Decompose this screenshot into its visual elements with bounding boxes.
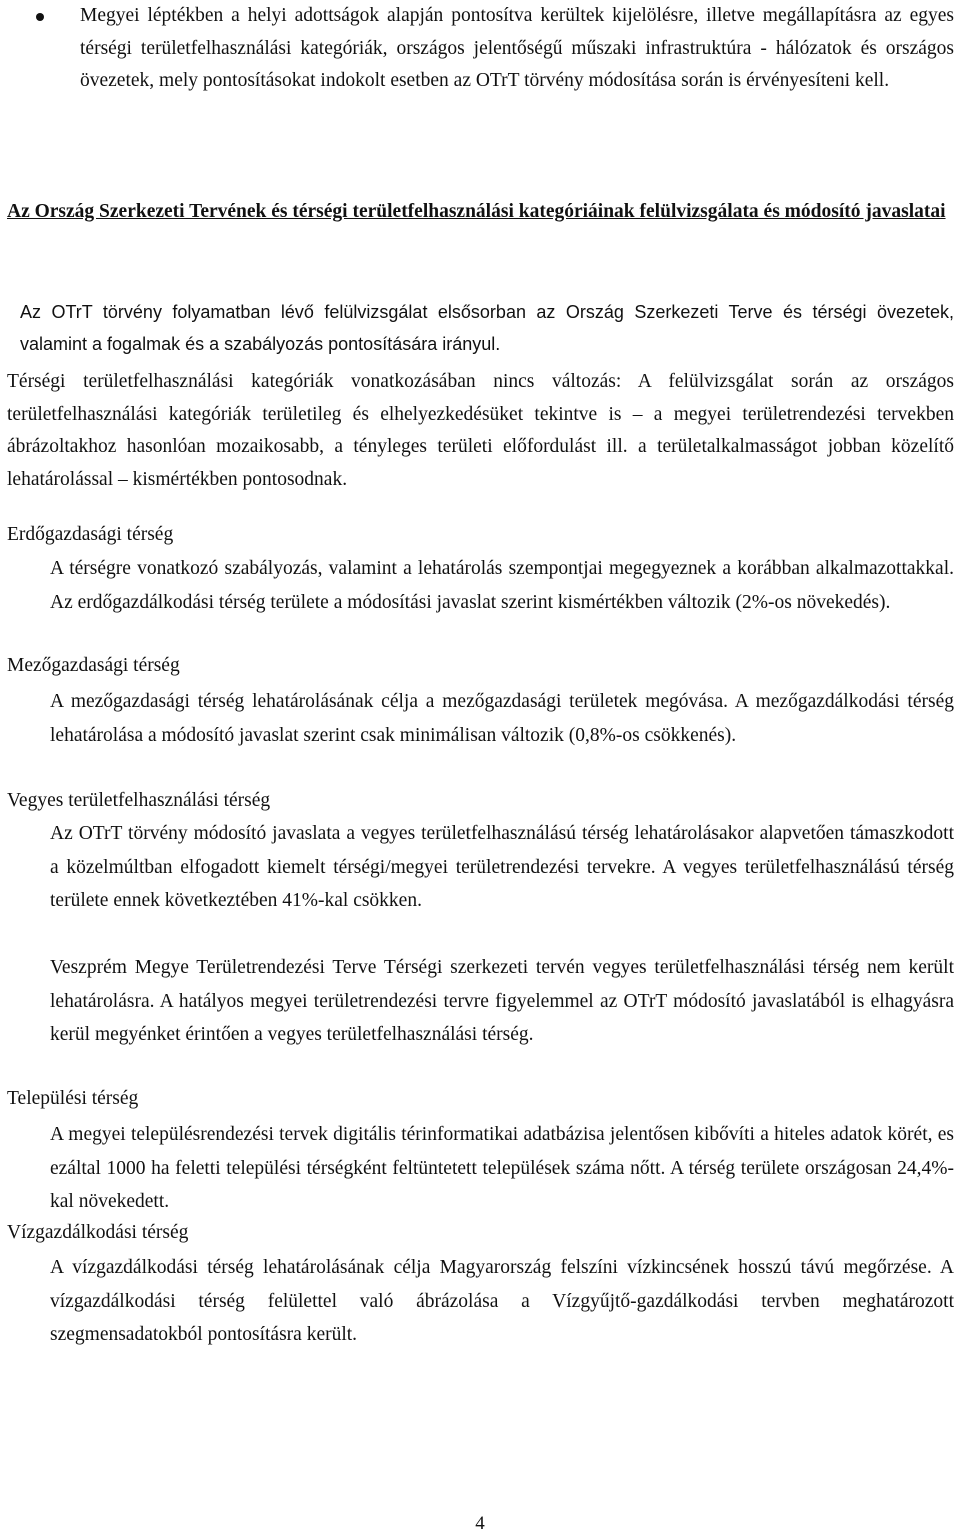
forest-section-body: A térségre vonatkozó szabályozás, valamint a lehatárolás szempontjai megegyeznek a korábban alkalmazottakkal. Az erdőgazdálkodási térség területe a módosítási javaslat szerint kismértékben változik (2%-os növekedés).: [50, 558, 954, 613]
agriculture-section-title: Mezőgazdasági térség: [7, 655, 180, 676]
settlement-section-body: A megyei településrendezési tervek digitális térinformatikai adatbázisa jelentősen kibővíti a hiteles adatok körét, es ezáltal 1000 ha feletti települési térségként feltüntetett települések száma nőtt. A térség területe országosan 24,4%-kal növekedett.: [50, 1124, 954, 1212]
main-paragraph: Térségi területfelhasználási kategóriák vonatkozásában nincs változás: A felülvizsgálat során az országos területfelhasználási kategóriák területileg és elhelyezkedésüket tekintve is – a megyei területrendezési tervekben ábrázoltakhoz hasonlóan mozaikosabb, a tényleges területi előfordulást ill. a területalkalmasságot jobban közelítő lehatárolással – kismértékben pontosodnak.: [7, 371, 954, 490]
mixed-section-body-1: Az OTrT törvény módosító javaslata a vegyes területfelhasználású térség lehatárolásakor alapvetően támaszkodott a közelmúltban elfogadott kiemelt térségi/megyei területrendezési tervekre. A vegyes területfelhasználású térség területe ennek következtében 41%-kal csökken.: [50, 823, 954, 911]
mixed-section-title: Vegyes területfelhasználási térség: [7, 790, 271, 811]
water-section-body: A vízgazdálkodási térség lehatárolásának célja Magyarország felszíni vízkincsének hosszú távú megőrzése. A vízgazdálkodási térség felülettel való ábrázolása a Vízgyűjtő-gazdálkodási tervben meghatározott szegmensadatokból pontosításra került.: [50, 1257, 954, 1345]
agriculture-section-body: A mezőgazdasági térség lehatárolásának célja a mezőgazdasági területek megóvása. A mezőgazdálkodási térség lehatárolása a módosító javaslat szerint csak minimálisan változik (0,8%-os csökkenés).: [50, 691, 954, 746]
mixed-section-body-2: Veszprém Megye Területrendezési Terve Térségi szerkezeti tervén vegyes területfelhasználási térség nem került lehatárolásra. A hatályos megyei területrendezési tervre figyelemmel az OTrT módosító javaslatából is elhagyásra kerül megyénket érintően a vegyes területfelhasználási térség.: [50, 957, 954, 1045]
forest-section-title: Erdőgazdasági térség: [7, 524, 174, 545]
page-number: 4: [475, 1513, 485, 1534]
settlement-section-title: Települési térség: [7, 1088, 139, 1109]
bullet-icon: [36, 13, 44, 21]
section-heading: Az Ország Szerkezeti Tervének és térségi területfelhasználási kategóriáinak felülvizsgálata és módosító javaslatai: [7, 201, 946, 222]
intro-paragraph: Az OTrT törvény folyamatban lévő felülvizsgálat elsősorban az Ország Szerkezeti Terve és térségi övezetek, valamint a fogalmak és a szabályozás pontosítására irányul.: [20, 302, 954, 354]
water-section-title: Vízgazdálkodási térség: [7, 1222, 189, 1243]
bullet-paragraph: Megyei léptékben a helyi adottságok alapján pontosítva kerültek kijelölésre, illetve megállapításra az egyes térségi területfelhasználási kategóriák, országos jelentőségű műszaki infrastruktúra - hálózatok és országos övezetek, mely pontosításokat indokolt esetben az OTrT törvény módosítása során is érvényesíteni kell.: [80, 5, 954, 91]
